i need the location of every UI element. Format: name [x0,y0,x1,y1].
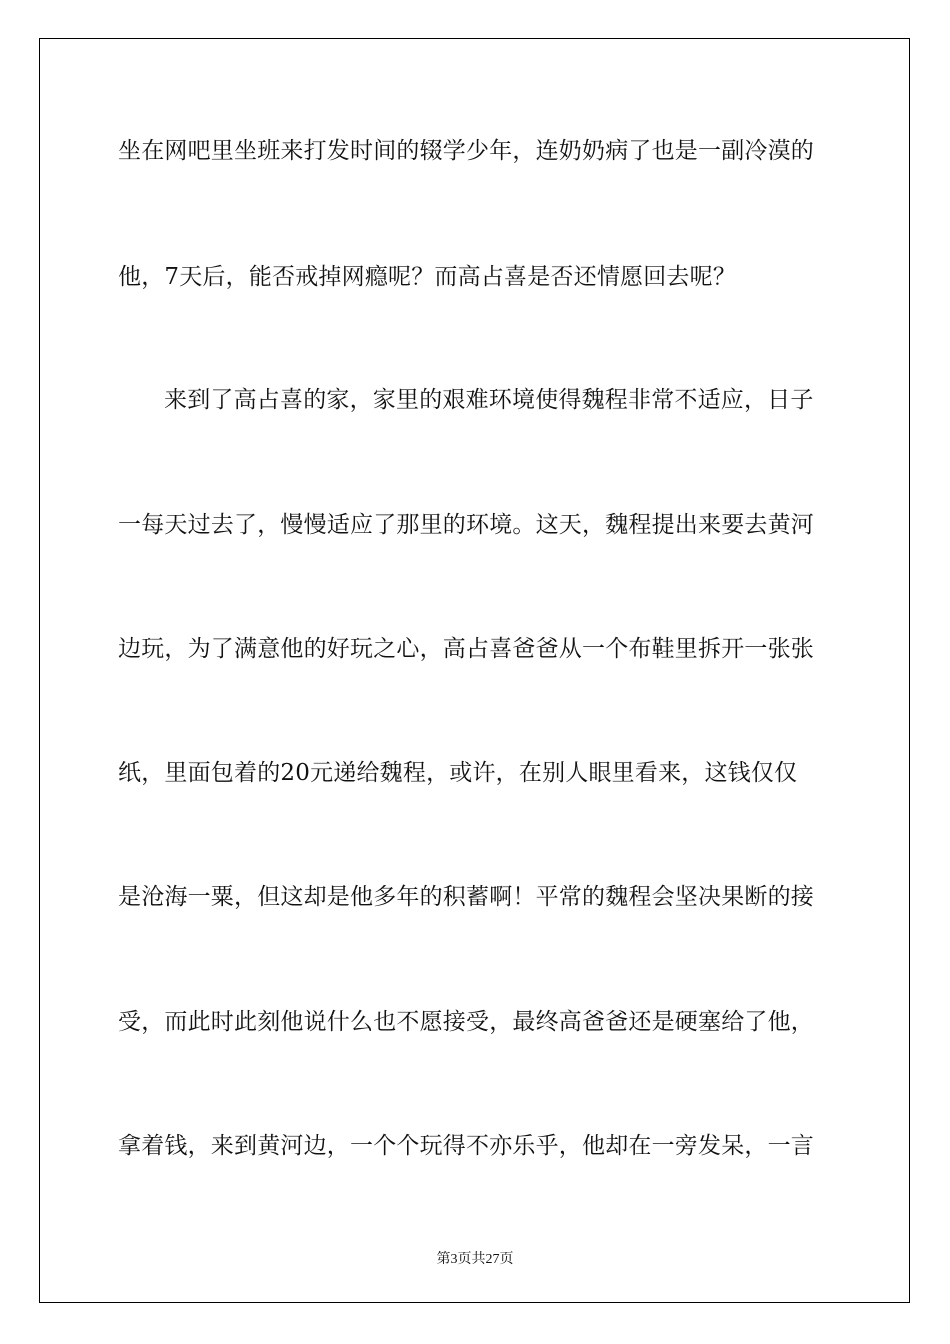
page-border [39,38,910,1303]
page-footer [0,1248,950,1268]
page-total: 共27页 [471,1252,514,1267]
text-line-7: 是沧海一粟，但这却是他多年的积蓄啊！平常的魏程会坚决果断的接 [118,884,814,910]
text-line-6: 纸，里面包着的20元递给魏程，或许，在别人眼里看来，这钱仅仅 [118,760,798,786]
text-line-5: 边玩，为了满意他的好玩之心，高占喜爸爸从一个布鞋里拆开一张张 [118,636,814,662]
page-number: 第3页 [436,1252,472,1267]
text-line-8: 受，而此时此刻他说什么也不愿接受，最终高爸爸还是硬塞给了他， [118,1009,814,1035]
text-line-9: 拿着钱，来到黄河边，一个个玩得不亦乐乎，他却在一旁发呆，一言 [118,1133,814,1159]
text-line-4: 一每天过去了，慢慢适应了那里的环境。这天，魏程提出来要去黄河 [118,512,814,538]
text-line-2: 他，7天后，能否戒掉网瘾呢？而高占喜是否还情愿回去呢？ [118,264,737,290]
text-line-3: 来到了高占喜的家，家里的艰难环境使得魏程非常不适应，日子 [164,387,814,413]
text-line-1: 坐在网吧里坐班来打发时间的辍学少年，连奶奶病了也是一副冷漠的 [118,138,814,164]
